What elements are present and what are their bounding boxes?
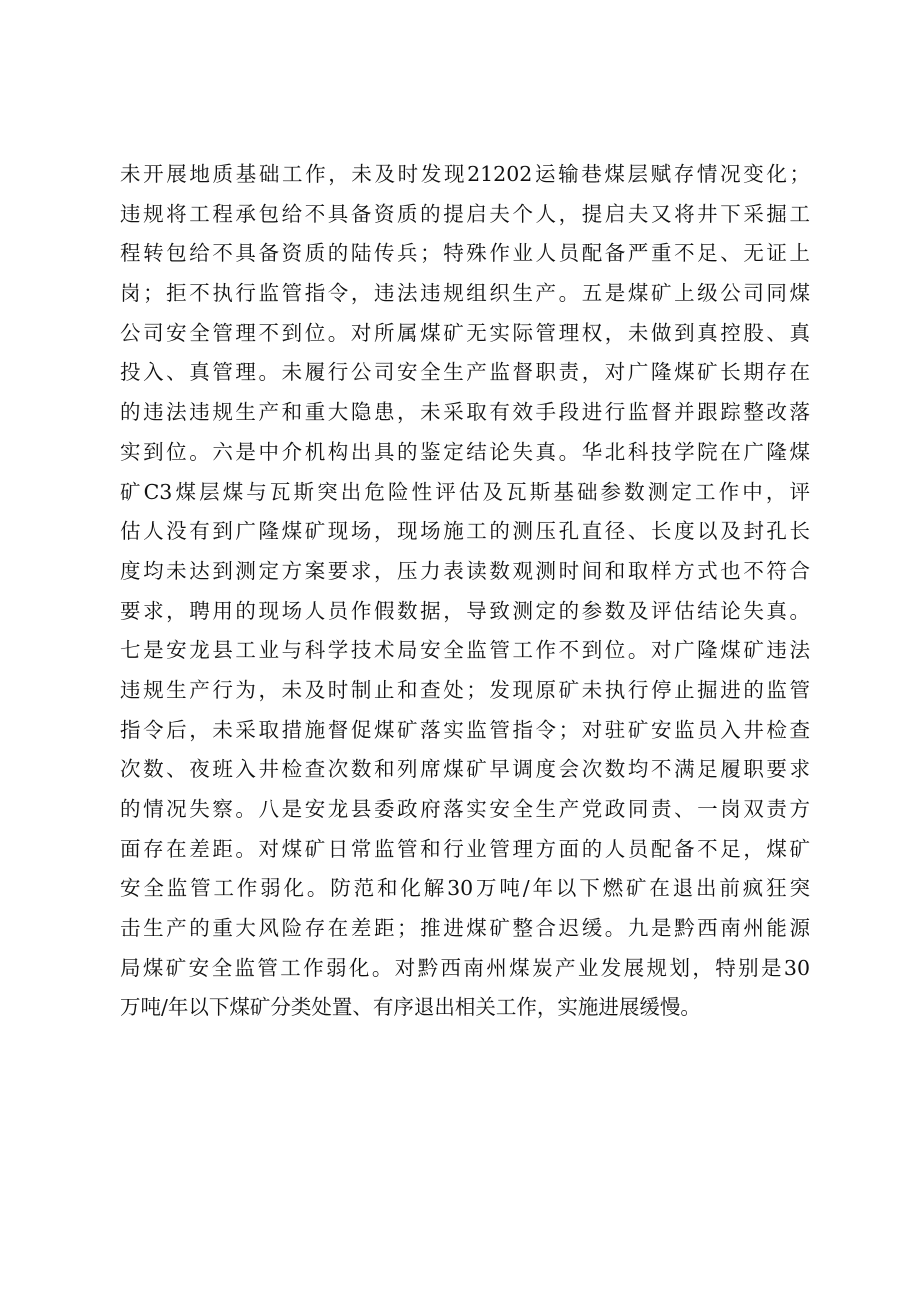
text-line-18: 面存在差距。对煤矿日常监管和行业管理方面的人员配备不足，煤矿 <box>120 836 810 861</box>
text-line-1: 未开展地质基础工作，未及时发现21202运输巷煤层赋存情况变化； <box>120 162 810 186</box>
text-line-10: 估人没有到广隆煤矿现场，现场施工的测压孔直径、长度以及封孔长 <box>120 519 810 544</box>
text-line-22: 万吨/年以下煤矿分类处置、有序退出相关工作，实施进展缓慢。 <box>120 995 701 1020</box>
text-line-3: 程转包给不具备资质的陆传兵；特殊作业人员配备严重不足、无证上 <box>120 241 810 266</box>
text-line-19: 安全监管工作弱化。防范和化解30万吨/年以下燃矿在退出前疯狂突 <box>120 876 810 901</box>
text-line-5: 公司安全管理不到位。对所属煤矿无实际管理权，未做到真控股、真 <box>120 320 810 345</box>
text-line-7: 的违法违规生产和重大隐患，未采取有效手段进行监督并跟踪整改落 <box>120 400 810 425</box>
text-line-20: 击生产的重大风险存在差距；推进煤矿整合迟缓。九是黔西南州能源 <box>120 916 810 941</box>
text-line-16: 次数、夜班入井检查次数和列席煤矿早调度会次数均不满足履职要求 <box>120 757 810 782</box>
text-line-13: 七是安龙县工业与科学技术局安全监管工作不到位。对广隆煤矿违法 <box>120 638 810 663</box>
text-line-2: 违规将工程承包给不具备资质的提启夫个人，提启夫又将井下采掘工 <box>120 201 810 226</box>
body-paragraph <box>120 155 810 1028</box>
text-line-4: 岗；拒不执行监管指令，违法违规组织生产。五是煤矿上级公司同煤 <box>120 281 810 306</box>
text-line-12: 要求，聘用的现场人员作假数据，导致测定的参数及评估结论失真。 <box>120 598 810 623</box>
text-line-9: 矿C3煤层煤与瓦斯突出危险性评估及瓦斯基础参数测定工作中，评 <box>120 479 810 504</box>
text-line-14: 违规生产行为，未及时制止和查处；发现原矿未执行停止掘进的监管 <box>120 677 810 702</box>
text-line-17: 的情况失察。八是安龙县委政府落实安全生产党政同责、一岗双责方 <box>120 797 810 821</box>
text-line-21: 局煤矿安全监管工作弱化。对黔西南州煤炭产业发展规划，特别是30 <box>120 955 810 980</box>
text-line-8: 实到位。六是中介机构出具的鉴定结论失真。华北科技学院在广隆煤 <box>120 439 810 464</box>
text-line-11: 度均未达到测定方案要求，压力表读数观测时间和取样方式也不符合 <box>120 558 810 583</box>
text-line-15: 指令后，未采取措施督促煤矿落实监管指令；对驻矿安监员入井检查 <box>120 717 810 742</box>
text-line-6: 投入、真管理。未履行公司安全生产监督职责，对广隆煤矿长期存在 <box>120 360 810 385</box>
